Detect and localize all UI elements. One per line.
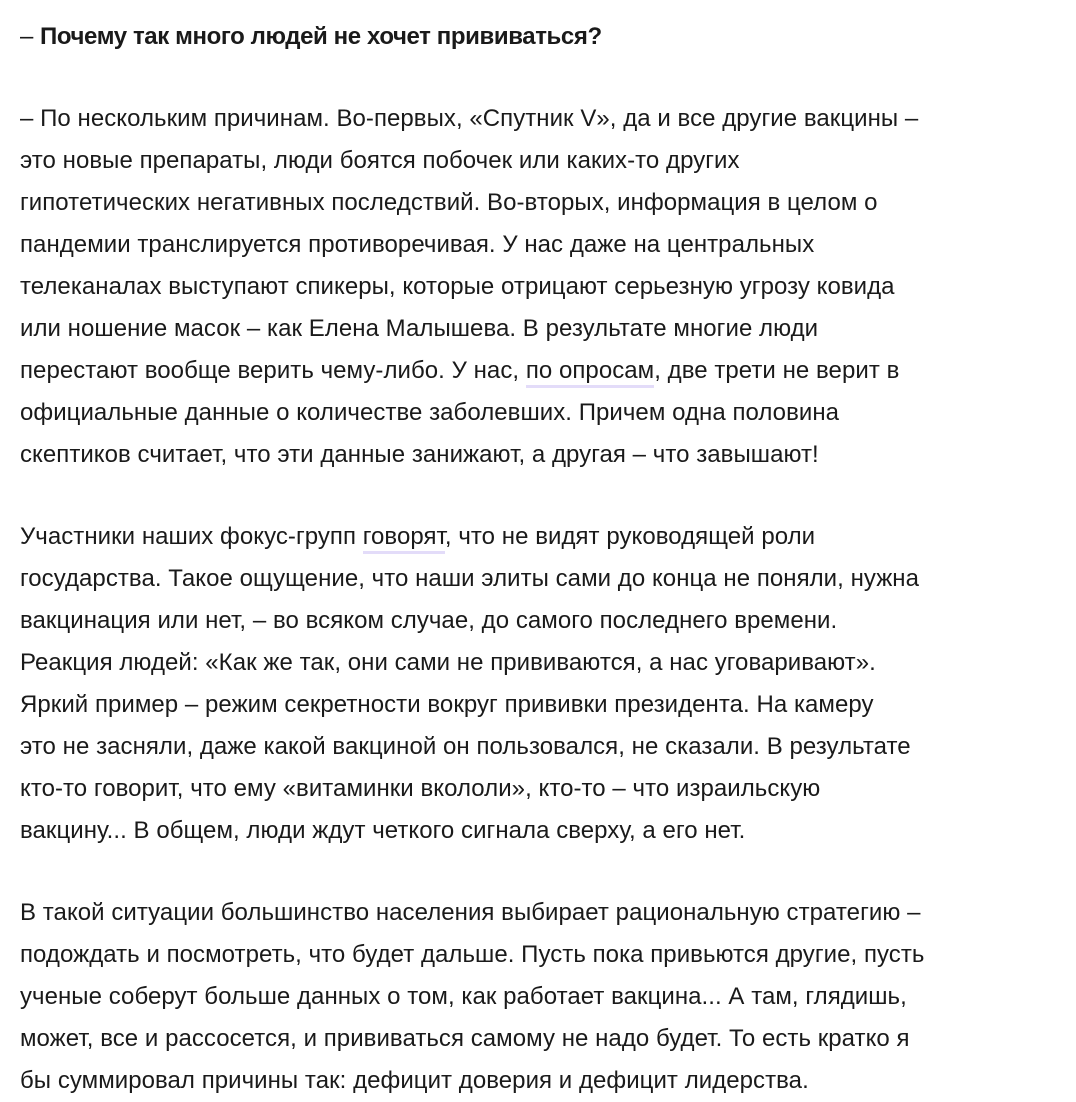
answer-paragraph-3 bbox=[20, 892, 1060, 1102]
text-line: гипотетических негативных последствий. Во-вторых, информация в целом о bbox=[20, 189, 878, 216]
text-fragment: , что не видят руководящей роли bbox=[444, 523, 816, 550]
text-line: – По нескольким причинам. Во-первых, «Спутник V», да и все другие вакцины – bbox=[20, 105, 919, 132]
link-focus-groups[interactable]: говорят bbox=[363, 523, 445, 554]
text-line: бы суммировал причины так: дефицит доверия и дефицит лидерства. bbox=[20, 1067, 809, 1094]
text-line: телеканалах выступают спикеры, которые отрицают серьезную угрозу ковида bbox=[20, 273, 895, 300]
text-line: Реакция людей: «Как же так, они сами не прививаются, а нас уговаривают». bbox=[20, 649, 876, 676]
text-fragment: перестают вообще верить чему-либо. У нас, bbox=[20, 357, 526, 384]
text-line: это не засняли, даже какой вакциной он пользовался, не сказали. В результате bbox=[20, 733, 911, 760]
article-body bbox=[20, 16, 1060, 1102]
text-line: это новые препараты, люди боятся побочек или каких-то других bbox=[20, 147, 740, 174]
text-line: официальные данные о количестве заболевших. Причем одна половина bbox=[20, 399, 840, 426]
text-line-with-link bbox=[20, 350, 1060, 392]
question-dash: – bbox=[20, 23, 41, 50]
answer-paragraph-1 bbox=[20, 98, 1060, 476]
question-text: Почему так много людей не хочет прививаться? bbox=[40, 23, 602, 50]
text-line: В такой ситуации большинство населения выбирает рациональную стратегию – bbox=[20, 899, 921, 926]
text-line: вакцинация или нет, – во всяком случае, до самого последнего времени. bbox=[20, 607, 838, 634]
interview-question bbox=[20, 16, 1060, 58]
text-line: или ношение масок – как Елена Малышева. В результате многие люди bbox=[20, 315, 819, 342]
text-line: пандемии транслируется противоречивая. У нас даже на центральных bbox=[20, 231, 815, 258]
text-fragment: Участники наших фокус-групп bbox=[20, 523, 363, 550]
text-line: вакцину... В общем, люди ждут четкого сигнала сверху, а его нет. bbox=[20, 817, 746, 844]
text-fragment: , две трети не верит в bbox=[654, 357, 900, 384]
text-line-with-link bbox=[20, 516, 1060, 558]
text-line: может, все и рассосется, и прививаться самому не надо будет. То есть кратко я bbox=[20, 1025, 910, 1052]
text-line: ученые соберут больше данных о том, как работает вакцина... А там, глядишь, bbox=[20, 983, 907, 1010]
text-line: кто-то говорит, что ему «витаминки вкололи», кто-то – что израильскую bbox=[20, 775, 821, 802]
answer-paragraph-2 bbox=[20, 516, 1060, 852]
text-line: Яркий пример – режим секретности вокруг прививки президента. На камеру bbox=[20, 691, 874, 718]
text-line: подождать и посмотреть, что будет дальше. Пусть пока привьются другие, пусть bbox=[20, 941, 925, 968]
link-surveys[interactable]: по опросам bbox=[526, 357, 654, 388]
text-line: скептиков считает, что эти данные занижают, а другая – что завышают! bbox=[20, 441, 819, 468]
text-line: государства. Такое ощущение, что наши элиты сами до конца не поняли, нужна bbox=[20, 565, 919, 592]
